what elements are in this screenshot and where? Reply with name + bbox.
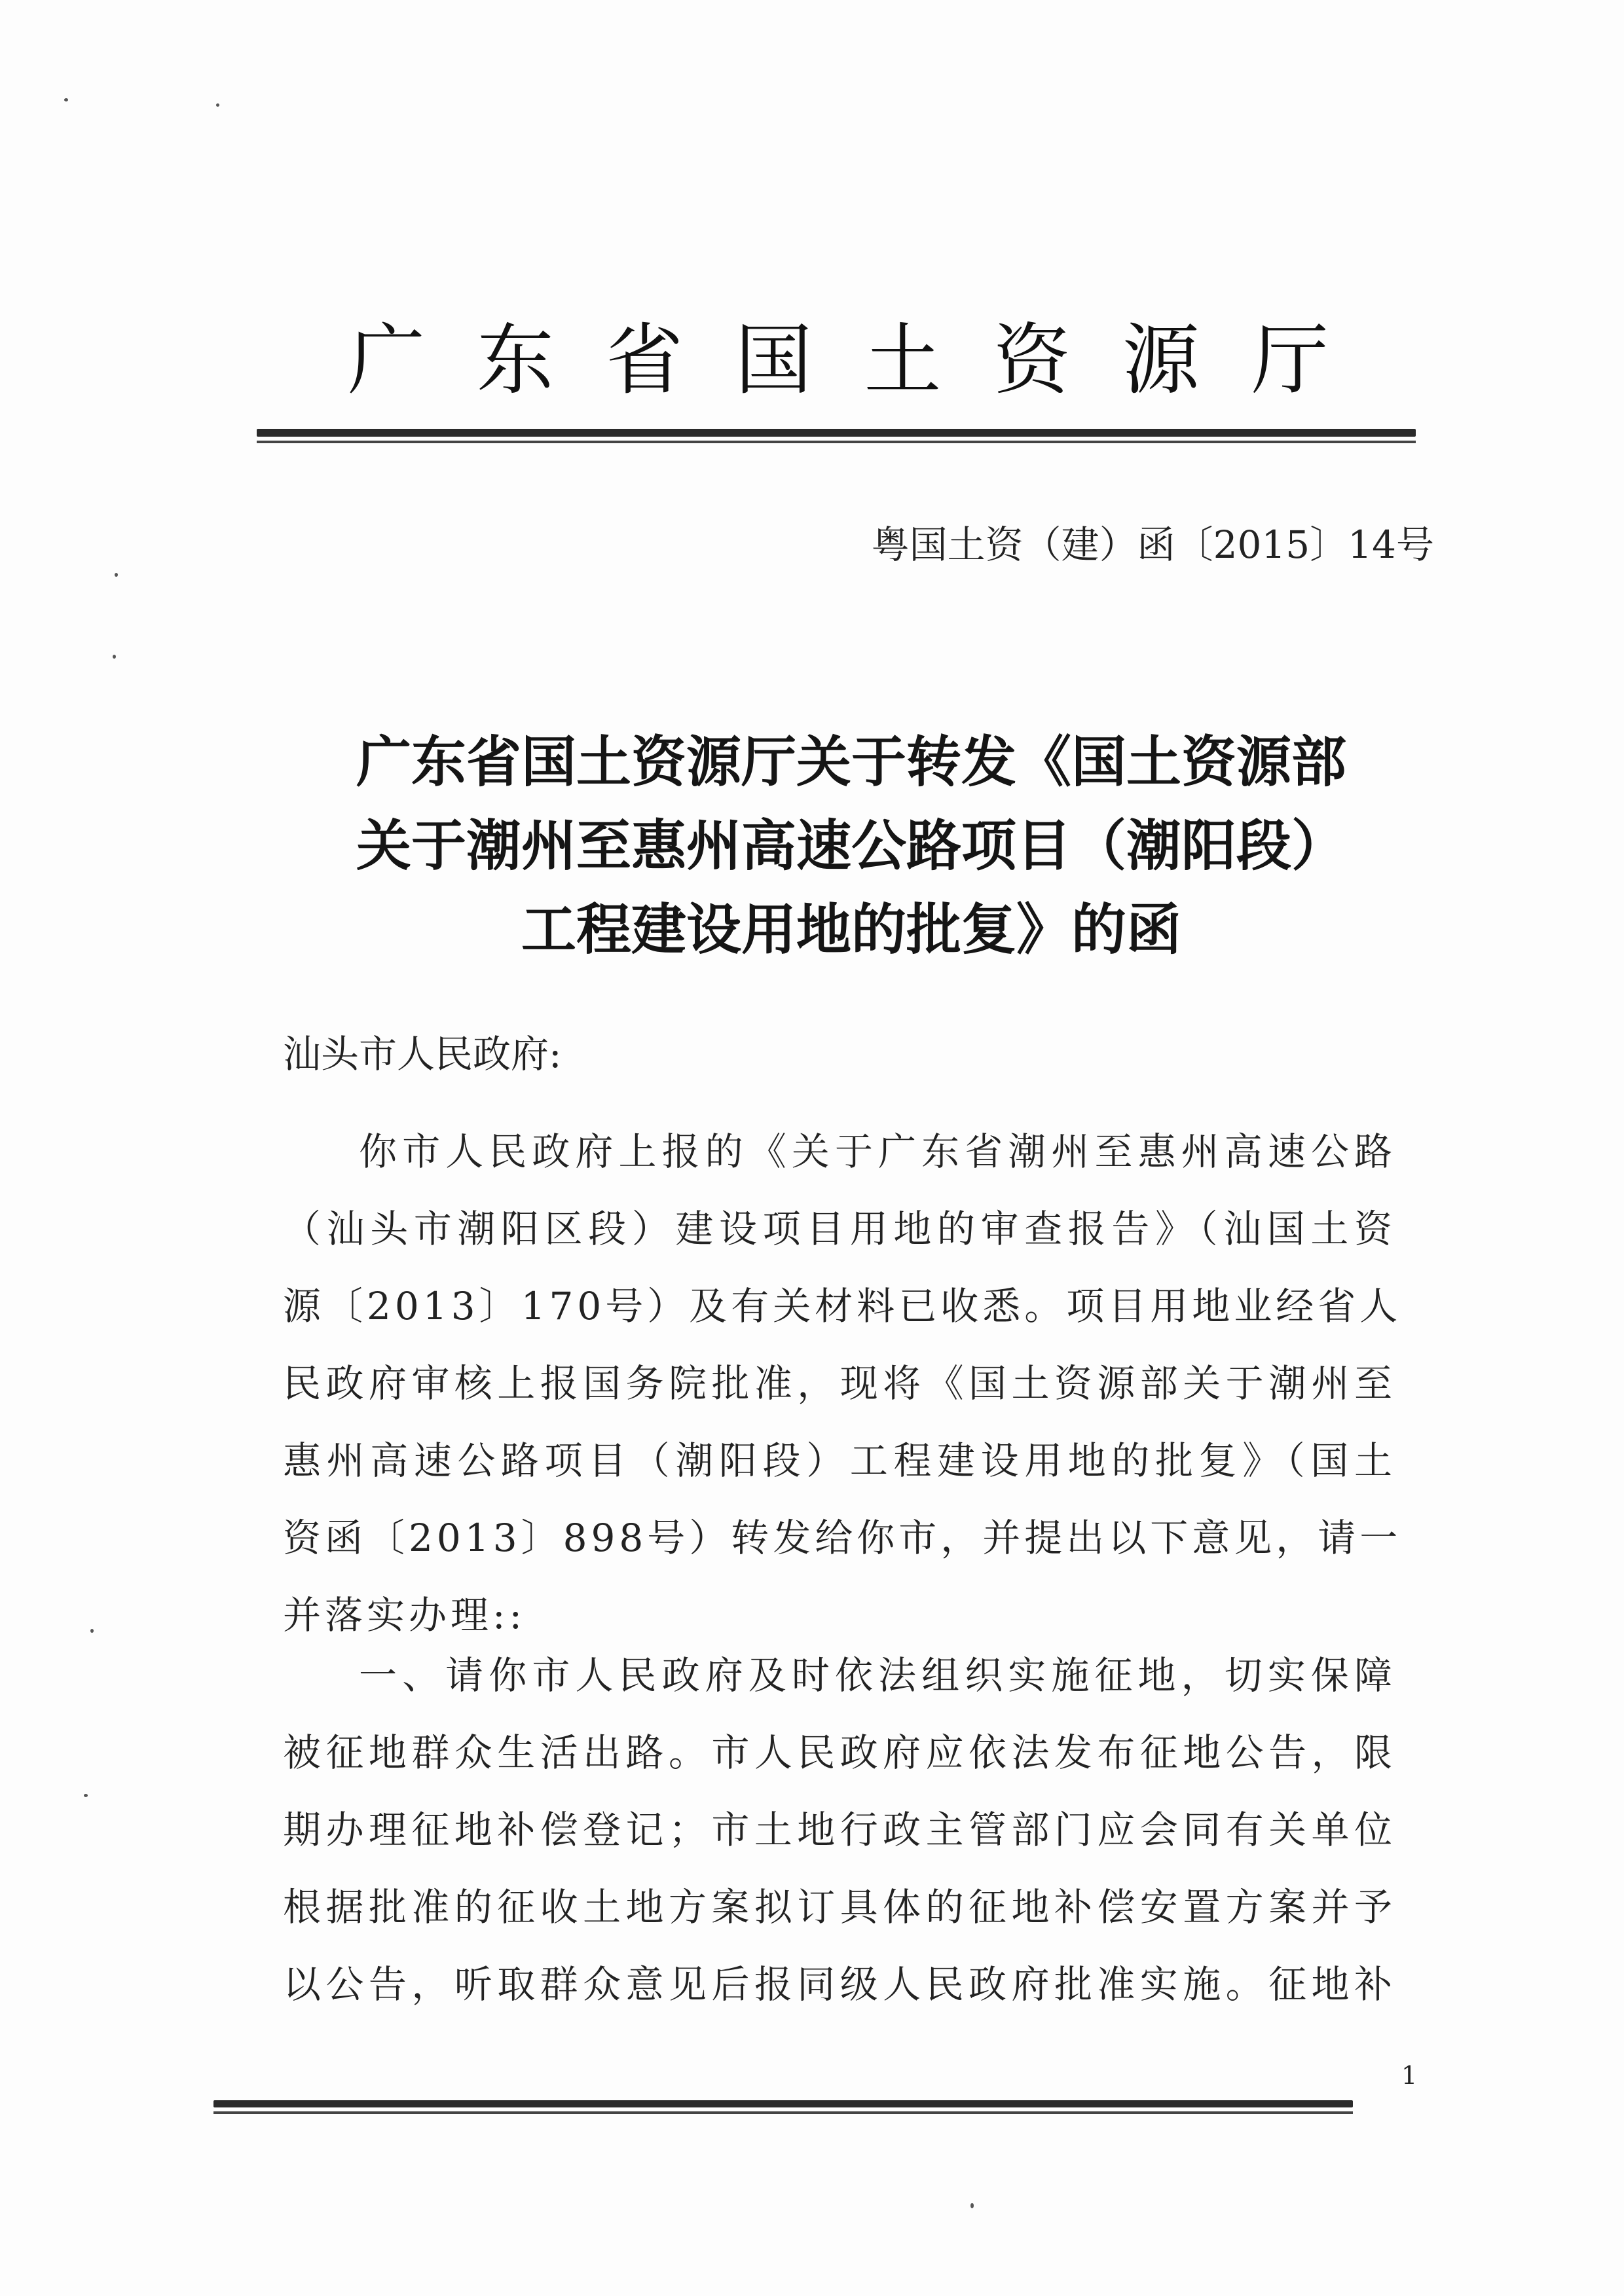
letterhead-char: 东 — [477, 315, 555, 405]
body-paragraph-2 — [283, 1637, 1396, 2023]
title-line: 工程建设用地的批复》的函 — [521, 898, 1181, 962]
paragraph-line: 你市人民政府上报的《关于广东省潮州至惠州高速公路 — [359, 1129, 1396, 1174]
page-number: 1 — [1401, 2061, 1418, 2090]
paragraph-line: 被征地群众生活出路。市人民政府应依法发布征地公告，限 — [283, 1730, 1396, 1775]
scan-speck — [216, 103, 219, 107]
scan-speck — [84, 1794, 88, 1797]
scan-speck — [113, 655, 116, 659]
paragraph-line: 期办理征地补偿登记；市土地行政主管部门应会同有关单位 — [283, 1808, 1396, 1852]
scan-speck — [970, 2203, 974, 2208]
footer-divider — [213, 2100, 1353, 2114]
paragraph-line: 资函〔2013〕898号）转发给你市，并提出以下意见，请一 — [283, 1516, 1402, 1560]
divider-thick-line — [213, 2100, 1353, 2107]
document-title — [288, 720, 1414, 972]
letterhead-char: 资 — [993, 315, 1071, 405]
body-paragraph-1 — [283, 1113, 1402, 1654]
paragraph-line: 惠州高速公路项目（潮阳段）工程建设用地的批复》（国土 — [283, 1438, 1396, 1483]
addressee: 汕头市人民政府: — [283, 1032, 562, 1076]
paragraph-line: （汕头市潮阳区段）建设项目用地的审查报告》（汕国土资 — [283, 1207, 1396, 1251]
letterhead-title — [341, 308, 1336, 412]
letterhead-char: 土 — [864, 315, 942, 405]
divider-thin-line — [213, 2111, 1353, 2114]
scan-speck — [90, 1629, 94, 1633]
letterhead-char: 国 — [735, 315, 813, 405]
paragraph-line: 以公告，听取群众意见后报同级人民政府批准实施。征地补 — [283, 1962, 1396, 2007]
paragraph-line: 源〔2013〕170号）及有关材料已收悉。项目用地业经省人 — [283, 1284, 1402, 1328]
scan-speck — [64, 98, 68, 101]
paragraph-line: 一、请你市人民政府及时依法组织实施征地，切实保障 — [359, 1653, 1396, 1698]
title-line: 关于潮州至惠州高速公路项目（潮阳段） — [356, 814, 1346, 878]
letterhead-char: 广 — [347, 315, 425, 405]
paragraph-line: 并落实办理:: — [283, 1593, 526, 1637]
divider-thick-line — [257, 429, 1416, 437]
paragraph-line: 根据批准的征收土地方案拟订具体的征地补偿安置方案并予 — [283, 1885, 1396, 1929]
document-number: 粤国土资（建）函〔2015〕14号 — [871, 522, 1434, 567]
letterhead-char: 省 — [606, 315, 684, 405]
title-line: 广东省国土资源厅关于转发《国土资源部 — [356, 730, 1346, 794]
letterhead-char: 源 — [1122, 315, 1200, 405]
scan-speck — [115, 573, 118, 577]
letterhead-char: 厅 — [1251, 315, 1329, 405]
paragraph-line: 民政府审核上报国务院批准，现将《国土资源部关于潮州至 — [283, 1361, 1396, 1406]
divider-thin-line — [257, 441, 1416, 443]
